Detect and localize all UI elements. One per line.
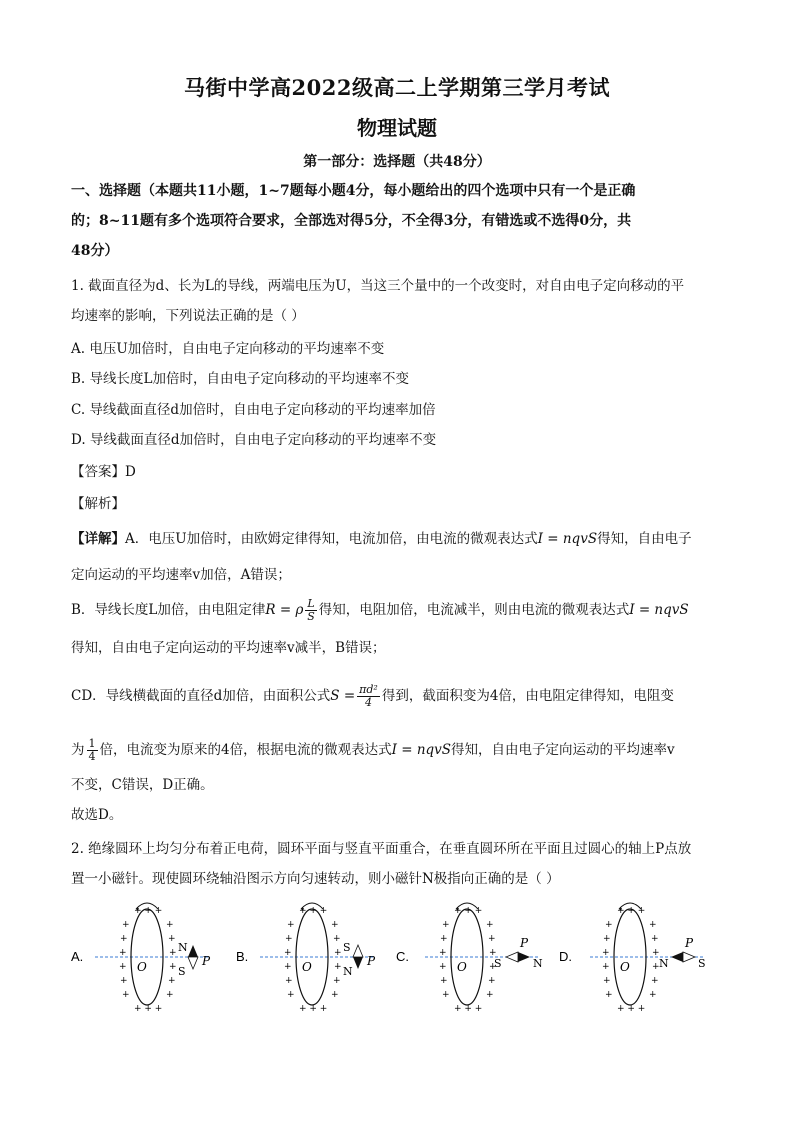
option-label: B. <box>236 949 249 964</box>
detail-text: 得到，截面积变为4倍，由电阻定律得知，电阻变 <box>381 688 674 704</box>
formula-area: S = <box>330 688 356 704</box>
formula-resistance: R = ρ <box>265 602 304 618</box>
q2-figures <box>60 895 740 1025</box>
svg-text:+: + <box>331 920 339 930</box>
pole-left: S <box>494 957 502 970</box>
svg-text:+: + <box>489 962 497 972</box>
detail-line3 <box>71 598 689 623</box>
subject-title: 物理试题 <box>357 116 437 140</box>
pole-bottom: S <box>178 965 186 978</box>
point-label: P <box>202 954 211 968</box>
q1-stem-line1: 1. 截面直径为d、长为L的导线，两端电压为U，当这三个量中的一个改变时，对自由电子定向移动的平 <box>71 278 685 294</box>
figure-c <box>396 903 543 1014</box>
detail-text: 得知，电阻加倍，电流减半，则由电流的微观表达式 <box>318 602 630 618</box>
svg-text:+: + <box>331 990 339 1000</box>
fraction-denominator: 4 <box>88 750 96 763</box>
svg-text:+: + <box>486 920 494 930</box>
detail-text: 得知，自由电子定向运动的平均速率v <box>451 742 675 758</box>
q1-answer <box>71 463 136 481</box>
svg-text:+: + <box>169 948 177 958</box>
svg-text:+: + <box>169 962 177 972</box>
detail-line7: 不变，C错误，D正确。 <box>71 777 214 793</box>
q1-option-d: D. 导线截面直径d加倍时，自由电子定向移动的平均速率不变 <box>71 432 437 448</box>
center-label: O <box>137 960 147 974</box>
svg-text:+: + <box>603 934 611 944</box>
formula-current: I = nqvS <box>391 742 452 758</box>
svg-text:+: + <box>651 934 659 944</box>
part-heading: 第一部分：选择题（共48分） <box>303 154 491 170</box>
q1-option-b: B. 导线长度L加倍时，自由电子定向移动的平均速率不变 <box>71 371 409 387</box>
detail-line5 <box>71 684 674 709</box>
detail-text: B．导线长度L加倍，由电阻定律 <box>71 602 266 618</box>
svg-text:+: + <box>652 948 660 958</box>
svg-text:+: + <box>603 976 611 986</box>
fraction-l-over-s <box>305 598 316 623</box>
svg-text:+: + <box>649 920 657 930</box>
q2-stem-line1: 2. 绝缘圆环上均匀分布着正电荷，圆环平面与竖直平面重合，在垂直圆环所在平面且过圆心的轴上P点放 <box>71 841 692 857</box>
analysis-tag: 【解析】 <box>71 496 125 512</box>
figure-b <box>236 903 376 1014</box>
section-instructions-line3: 48分） <box>71 243 119 259</box>
svg-text:+ + +: + + + <box>454 1004 483 1014</box>
svg-text:+: + <box>285 976 293 986</box>
detail-text: CD．导线横截面的直径d加倍，由面积公式 <box>71 688 331 704</box>
svg-text:+: + <box>166 990 174 1000</box>
q1-stem-line2: 均速率的影响，下列说法正确的是（ ） <box>71 308 305 324</box>
svg-text:+ + +: + + + <box>617 906 646 916</box>
point-label: P <box>685 936 694 950</box>
figure-d <box>559 903 706 1014</box>
fraction-denominator: S <box>307 610 315 623</box>
svg-text:+: + <box>166 920 174 930</box>
fraction-numerator: 1 <box>88 737 96 750</box>
pole-top: N <box>178 941 188 954</box>
svg-text:+: + <box>649 990 657 1000</box>
section-instructions-line2: 的；8~11题有多个选项符合要求，全部选对得5分，不全得3分，有错选或不选得0分，共 <box>71 213 632 229</box>
svg-text:+: + <box>122 990 130 1000</box>
center-label: O <box>302 960 312 974</box>
svg-text:+: + <box>440 976 448 986</box>
pole-right: S <box>698 957 706 970</box>
svg-text:+: + <box>442 990 450 1000</box>
svg-text:+: + <box>333 934 341 944</box>
svg-text:+: + <box>334 948 342 958</box>
svg-text:+: + <box>120 934 128 944</box>
formula-current: I = nqvS <box>629 602 689 618</box>
svg-text:+ + +: + + + <box>299 906 328 916</box>
svg-text:+: + <box>652 962 660 972</box>
detail-text: 得知，自由电子 <box>597 531 692 547</box>
svg-text:+: + <box>119 962 127 972</box>
section-instructions-line1: 一、选择题（本题共11小题，1~7题每小题4分，每小题给出的四个选项中只有一个是正确 <box>71 183 636 199</box>
q1-option-c: C. 导线截面直径d加倍时，自由电子定向移动的平均速率加倍 <box>71 402 436 418</box>
svg-text:+: + <box>168 976 176 986</box>
pole-right: N <box>533 957 543 970</box>
svg-text:+: + <box>287 920 295 930</box>
answer-tag: 【答案】 <box>71 464 125 480</box>
svg-text:+: + <box>285 934 293 944</box>
svg-text:+ + +: + + + <box>134 906 163 916</box>
pole-top: S <box>343 941 351 954</box>
svg-text:+: + <box>442 920 450 930</box>
option-label: A. <box>71 949 84 964</box>
svg-text:+: + <box>284 948 292 958</box>
fraction-one-quarter <box>87 738 98 763</box>
point-label: P <box>520 936 529 950</box>
figure-a <box>71 903 211 1014</box>
detail-line4: 得知，自由电子定向运动的平均速率v减半，B错误； <box>71 640 386 656</box>
center-label: O <box>620 960 630 974</box>
option-label: C. <box>396 949 409 964</box>
pole-left: N <box>659 957 669 970</box>
detail-line6 <box>71 738 675 763</box>
q1-option-a: A. 电压U加倍时，自由电子定向移动的平均速率不变 <box>71 341 385 357</box>
svg-text:+: + <box>602 948 610 958</box>
svg-text:+: + <box>119 948 127 958</box>
detail-text: 为 <box>71 742 85 758</box>
fraction-area <box>357 684 380 709</box>
formula-current: I = nqvS <box>537 531 598 547</box>
center-label: O <box>457 960 467 974</box>
svg-text:+: + <box>486 990 494 1000</box>
svg-text:+: + <box>489 948 497 958</box>
detail-text: 倍，电流变为原来的4倍，根据电流的微观表达式 <box>99 742 392 758</box>
svg-text:+ + +: + + + <box>134 1004 163 1014</box>
svg-text:+: + <box>602 962 610 972</box>
detail-text: A．电压U加倍时，由欧姆定律得知，电流加倍，由电流的微观表达式 <box>125 531 538 547</box>
svg-text:+ + +: + + + <box>454 906 483 916</box>
svg-text:+: + <box>333 976 341 986</box>
svg-text:+: + <box>605 920 613 930</box>
option-label: D. <box>559 949 572 964</box>
fraction-numerator: πd² <box>359 683 378 696</box>
svg-text:+: + <box>287 990 295 1000</box>
svg-text:+ + +: + + + <box>299 1004 328 1014</box>
detail-tag: 【详解】 <box>71 531 125 547</box>
pole-bottom: N <box>343 965 353 978</box>
svg-text:+: + <box>651 976 659 986</box>
svg-text:+: + <box>605 990 613 1000</box>
svg-text:+: + <box>488 934 496 944</box>
svg-text:+: + <box>284 962 292 972</box>
q2-stem-line2: 置一小磁针。现使圆环绕轴沿图示方向匀速转动，则小磁针N极指向正确的是（ ） <box>71 871 560 887</box>
detail-line8: 故选D。 <box>71 807 123 823</box>
point-label: P <box>367 954 376 968</box>
detail-line1 <box>71 530 692 548</box>
svg-text:+ + +: + + + <box>617 1004 646 1014</box>
svg-text:+: + <box>120 976 128 986</box>
svg-text:+: + <box>334 962 342 972</box>
fraction-numerator: L <box>307 597 315 610</box>
detail-line2: 定向运动的平均速率v加倍，A错误； <box>71 567 291 583</box>
fraction-denominator: 4 <box>365 696 372 709</box>
svg-text:+: + <box>440 934 448 944</box>
svg-text:+: + <box>488 976 496 986</box>
svg-text:+: + <box>122 920 130 930</box>
svg-text:+: + <box>439 962 447 972</box>
svg-text:+: + <box>439 948 447 958</box>
svg-text:+: + <box>168 934 176 944</box>
exam-title: 马街中学高2022级高二上学期第三学月考试 <box>184 75 610 100</box>
answer-value: D <box>125 464 136 480</box>
